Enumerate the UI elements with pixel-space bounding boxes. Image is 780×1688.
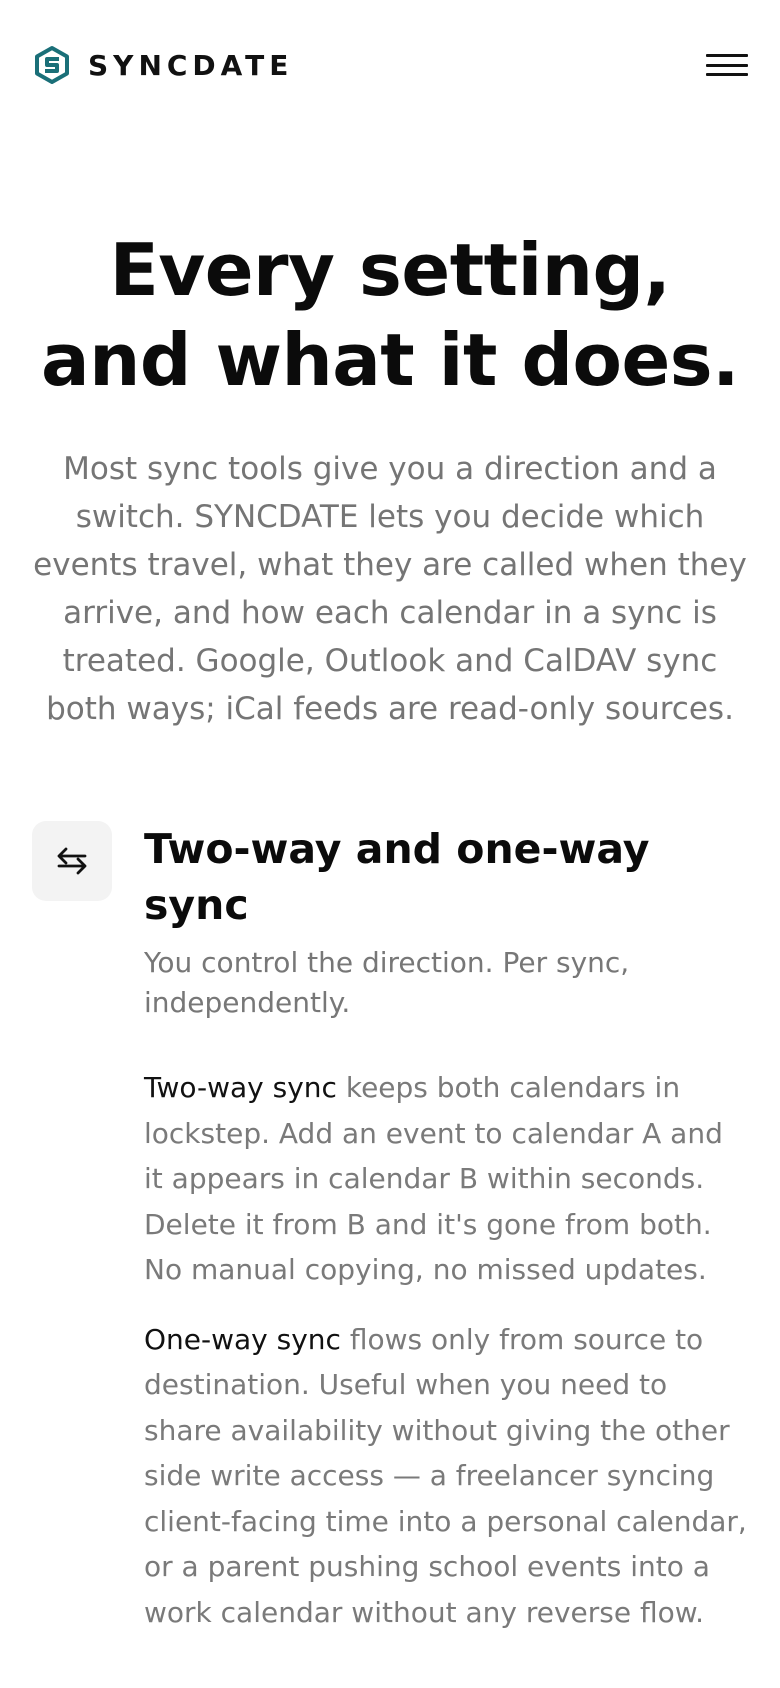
feature-title: Two-way and one-way sync (144, 825, 650, 929)
hero-section (0, 130, 780, 733)
syncdate-logo-icon (32, 45, 72, 85)
brand-home-link[interactable] (32, 45, 293, 85)
paragraph-lead: One-way sync (144, 1322, 341, 1356)
hero-description: Most sync tools give you a direction and a switch. SYNCDATE lets you decide which events travel, what they are called when they arrive, and how each calendar in a sync is treated. Google, Outlook and CalDAV sync both ways; iCal feeds are read-only sources. (33, 451, 747, 727)
feature-body (144, 821, 748, 1635)
paragraph-lead: Two-way sync (144, 1071, 337, 1104)
feature-two-way-sync (0, 821, 780, 1635)
site-header (0, 0, 780, 130)
paragraph-text: flows only from source to destination. Useful when you need to share availability without giving the other side write access — a freelancer syncing client-facing time into a personal calendar, or a parent pushing school events into a work calendar without any reverse flow. (144, 1322, 747, 1629)
paragraph-text: keeps both calendars in lockstep. Add an event to calendar A and it appears in calendar B within seconds. Delete it from B and it's gone from both. No manual copying, no missed updates. (144, 1071, 723, 1286)
feature-icon-box (32, 821, 112, 901)
hamburger-menu-icon[interactable] (706, 45, 748, 85)
brand-name: SYNCDATE (88, 48, 294, 82)
feature-subtitle: You control the direction. Per sync, independently. (144, 946, 630, 1019)
arrows-left-right-icon (54, 843, 90, 879)
page-title: Every setting, and what it does. (41, 228, 739, 402)
feature-paragraph-two-way (144, 1065, 748, 1293)
feature-paragraph-one-way (144, 1317, 748, 1636)
